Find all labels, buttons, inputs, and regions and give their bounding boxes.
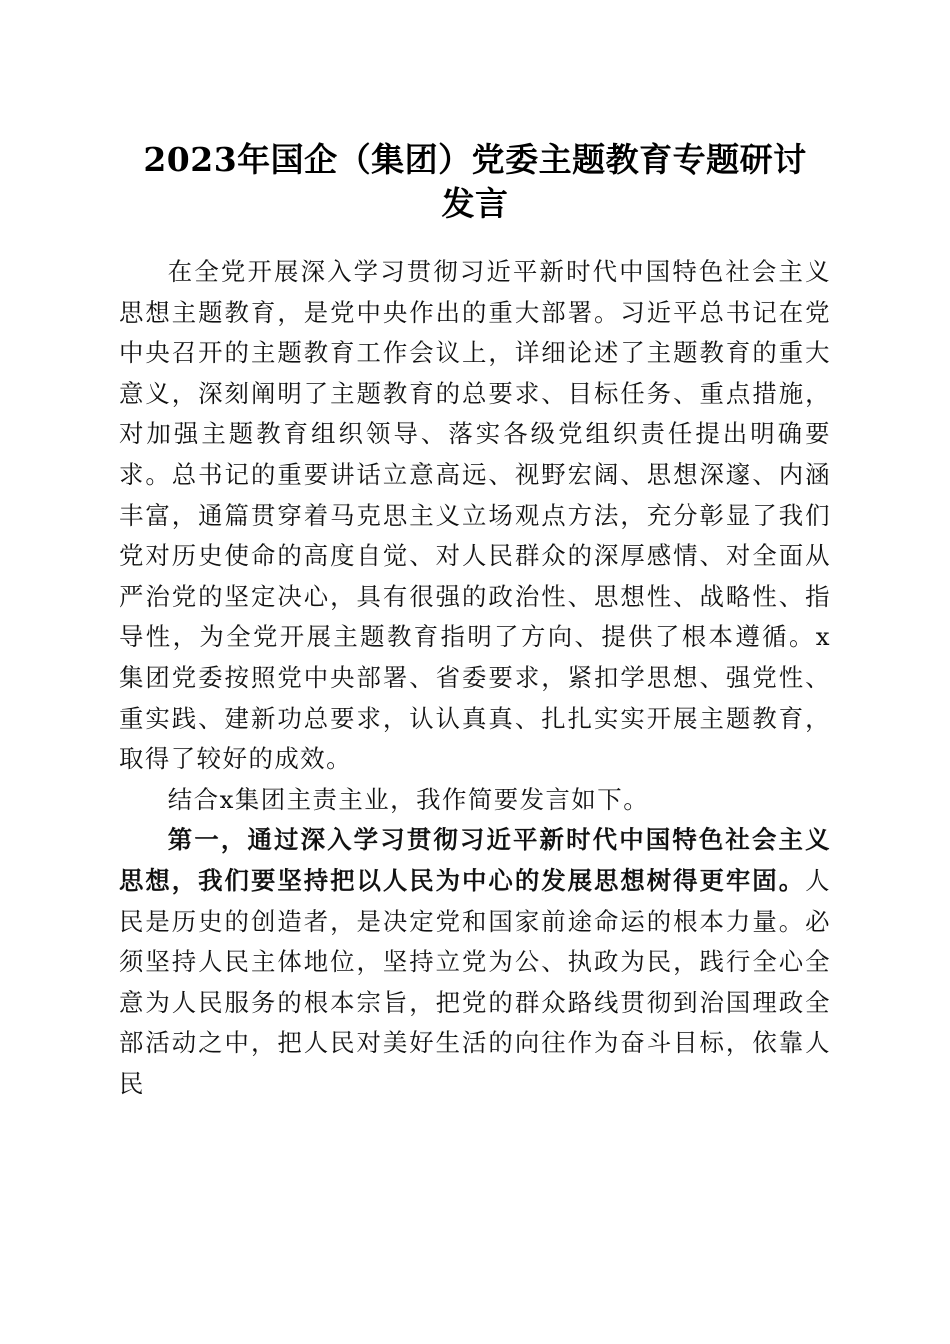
first-point-heading: 第一，通过深入学习贯彻习近平新时代中国特色社会主义思想，我们要坚持把以人民为中心的发展思想树得更牢固。 xyxy=(119,825,831,895)
paragraph-transition: 结合x集团主责主业，我作简要发言如下。 xyxy=(167,784,650,814)
first-point-text: 人民是历史的创造者，是决定党和国家前途命运的根本力量。必须坚持人民主体地位，坚持立党为公、执政为民，践行全心全意为人民服务的根本宗旨，把党的群众路线贯彻到治国理政全部活动之中，把人民对美好生活的向往作为奋斗目标，依靠人民 xyxy=(119,865,831,1098)
document-body xyxy=(119,252,831,1104)
title-line-1: 2023年国企（集团）党委主题教育专题研讨 xyxy=(143,140,807,179)
title-line-2: 发言 xyxy=(441,184,509,223)
paragraph-first-point xyxy=(119,820,831,1104)
paragraph-intro: 在全党开展深入学习贯彻习近平新时代中国特色社会主义思想主题教育，是党中央作出的重大部署。习近平总书记在党中央召开的主题教育工作会议上，详细论述了主题教育的重大意义，深刻阐明了主题教育的总要求、目标任务、重点措施，对加强主题教育组织领导、落实各级党组织责任提出明确要求。总书记的重要讲话立意高远、视野宏阔、思想深邃、内涵丰富，通篇贯穿着马克思主义立场观点方法，充分彰显了我们党对历史使命的高度自觉、对人民群众的深厚感情、对全面从严治党的坚定决心，具有很强的政治性、思想性、战略性、指导性，为全党开展主题教育指明了方向、提供了根本遵循。x集团党委按照党中央部署、省委要求，紧扣学思想、强党性、重实践、建新功总要求，认认真真、扎扎实实开展主题教育，取得了较好的成效。 xyxy=(119,257,831,774)
document-title xyxy=(110,138,840,226)
